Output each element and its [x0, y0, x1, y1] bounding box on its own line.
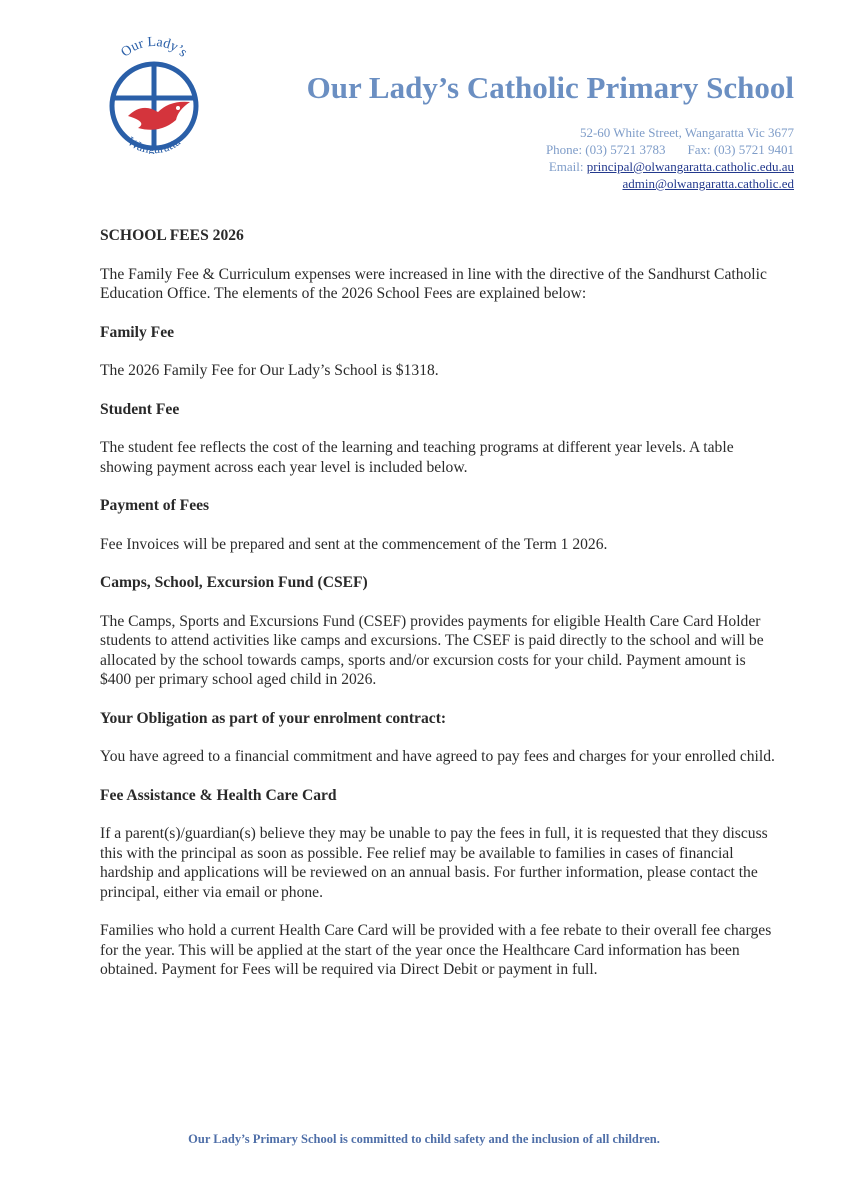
document-title: SCHOOL FEES 2026	[100, 227, 244, 244]
assistance-heading: Fee Assistance & Health Care Card	[100, 786, 337, 804]
document-body	[100, 226, 780, 980]
phone: Phone: (03) 5721 3783	[545, 142, 666, 157]
email-admin-link[interactable]: admin@olwangaratta.catholic.ed	[622, 176, 794, 191]
obligation-heading: Your Obligation as part of your enrolment contract:	[100, 709, 447, 727]
email-row	[546, 158, 794, 175]
csef-text: The Camps, Sports and Excursions Fund (CSEF) provides payments for eligible Health Care Card Holder students to attend activities like camps and excursions. The CSEF is paid directly to the school and will be allocated by the school towards camps, sports and/or excursion costs for your child. Payment amount is $400 per primary school aged child in 2026.	[100, 612, 764, 688]
email-admin-row	[546, 175, 794, 192]
fax: Fax: (03) 5721 9401	[687, 142, 794, 157]
contact-block	[546, 124, 794, 192]
family-fee-text: The 2026 Family Fee for Our Lady’s School is $1318.	[100, 362, 439, 379]
school-logo	[98, 36, 210, 154]
obligation-text: You have agreed to a financial commitment and have agreed to pay fees and charges for your enrolled child.	[100, 748, 775, 765]
footer-statement: Our Lady’s Primary School is committed to child safety and the inclusion of all children.	[188, 1132, 660, 1146]
email-label: Email:	[548, 159, 584, 174]
assistance-text-2: Families who hold a current Health Care Card will be provided with a fee rebate to their overall fee charges for the year. This will be applied at the start of the year once the Healthcare Card information has been obtained. Payment for Fees will be required via Direct Debit or payment in full.	[100, 922, 772, 978]
payment-heading: Payment of Fees	[100, 497, 210, 514]
phone-fax-row	[546, 141, 794, 158]
csef-heading: Camps, School, Excursion Fund (CSEF)	[100, 574, 368, 591]
email-principal-link[interactable]: principal@olwangaratta.catholic.edu.au	[586, 159, 794, 174]
payment-text: Fee Invoices will be prepared and sent at the commencement of the Term 1 2026.	[100, 535, 608, 553]
address: 52-60 White Street, Wangaratta Vic 3677	[579, 125, 794, 140]
dove-eye	[176, 106, 180, 110]
family-fee-heading: Family Fee	[100, 323, 175, 341]
school-name: Our Lady’s Catholic Primary School	[306, 70, 794, 105]
intro-paragraph: The Family Fee & Curriculum expenses were increased in line with the directive of the Sandhurst Catholic Education Office. The elements of the 2026 School Fees are explained below:	[100, 265, 767, 302]
assistance-text-1: If a parent(s)/guardian(s) believe they may be unable to pay the fees in full, it is requested that they discuss this with the principal as soon as possible. Fee relief may be available to families in cases of financial hardship and applications will be reviewed on an annual basis. For further information, please contact the principal, either via email or phone.	[100, 825, 768, 901]
logo-top-text: Our Lady’s	[118, 36, 190, 61]
student-fee-text: The student fee reflects the cost of the learning and teaching programs at different year levels. A table showing payment across each year level is included below.	[100, 439, 734, 476]
logo-bottom-text: Wangaratta	[125, 133, 183, 154]
student-fee-heading: Student Fee	[100, 400, 180, 418]
